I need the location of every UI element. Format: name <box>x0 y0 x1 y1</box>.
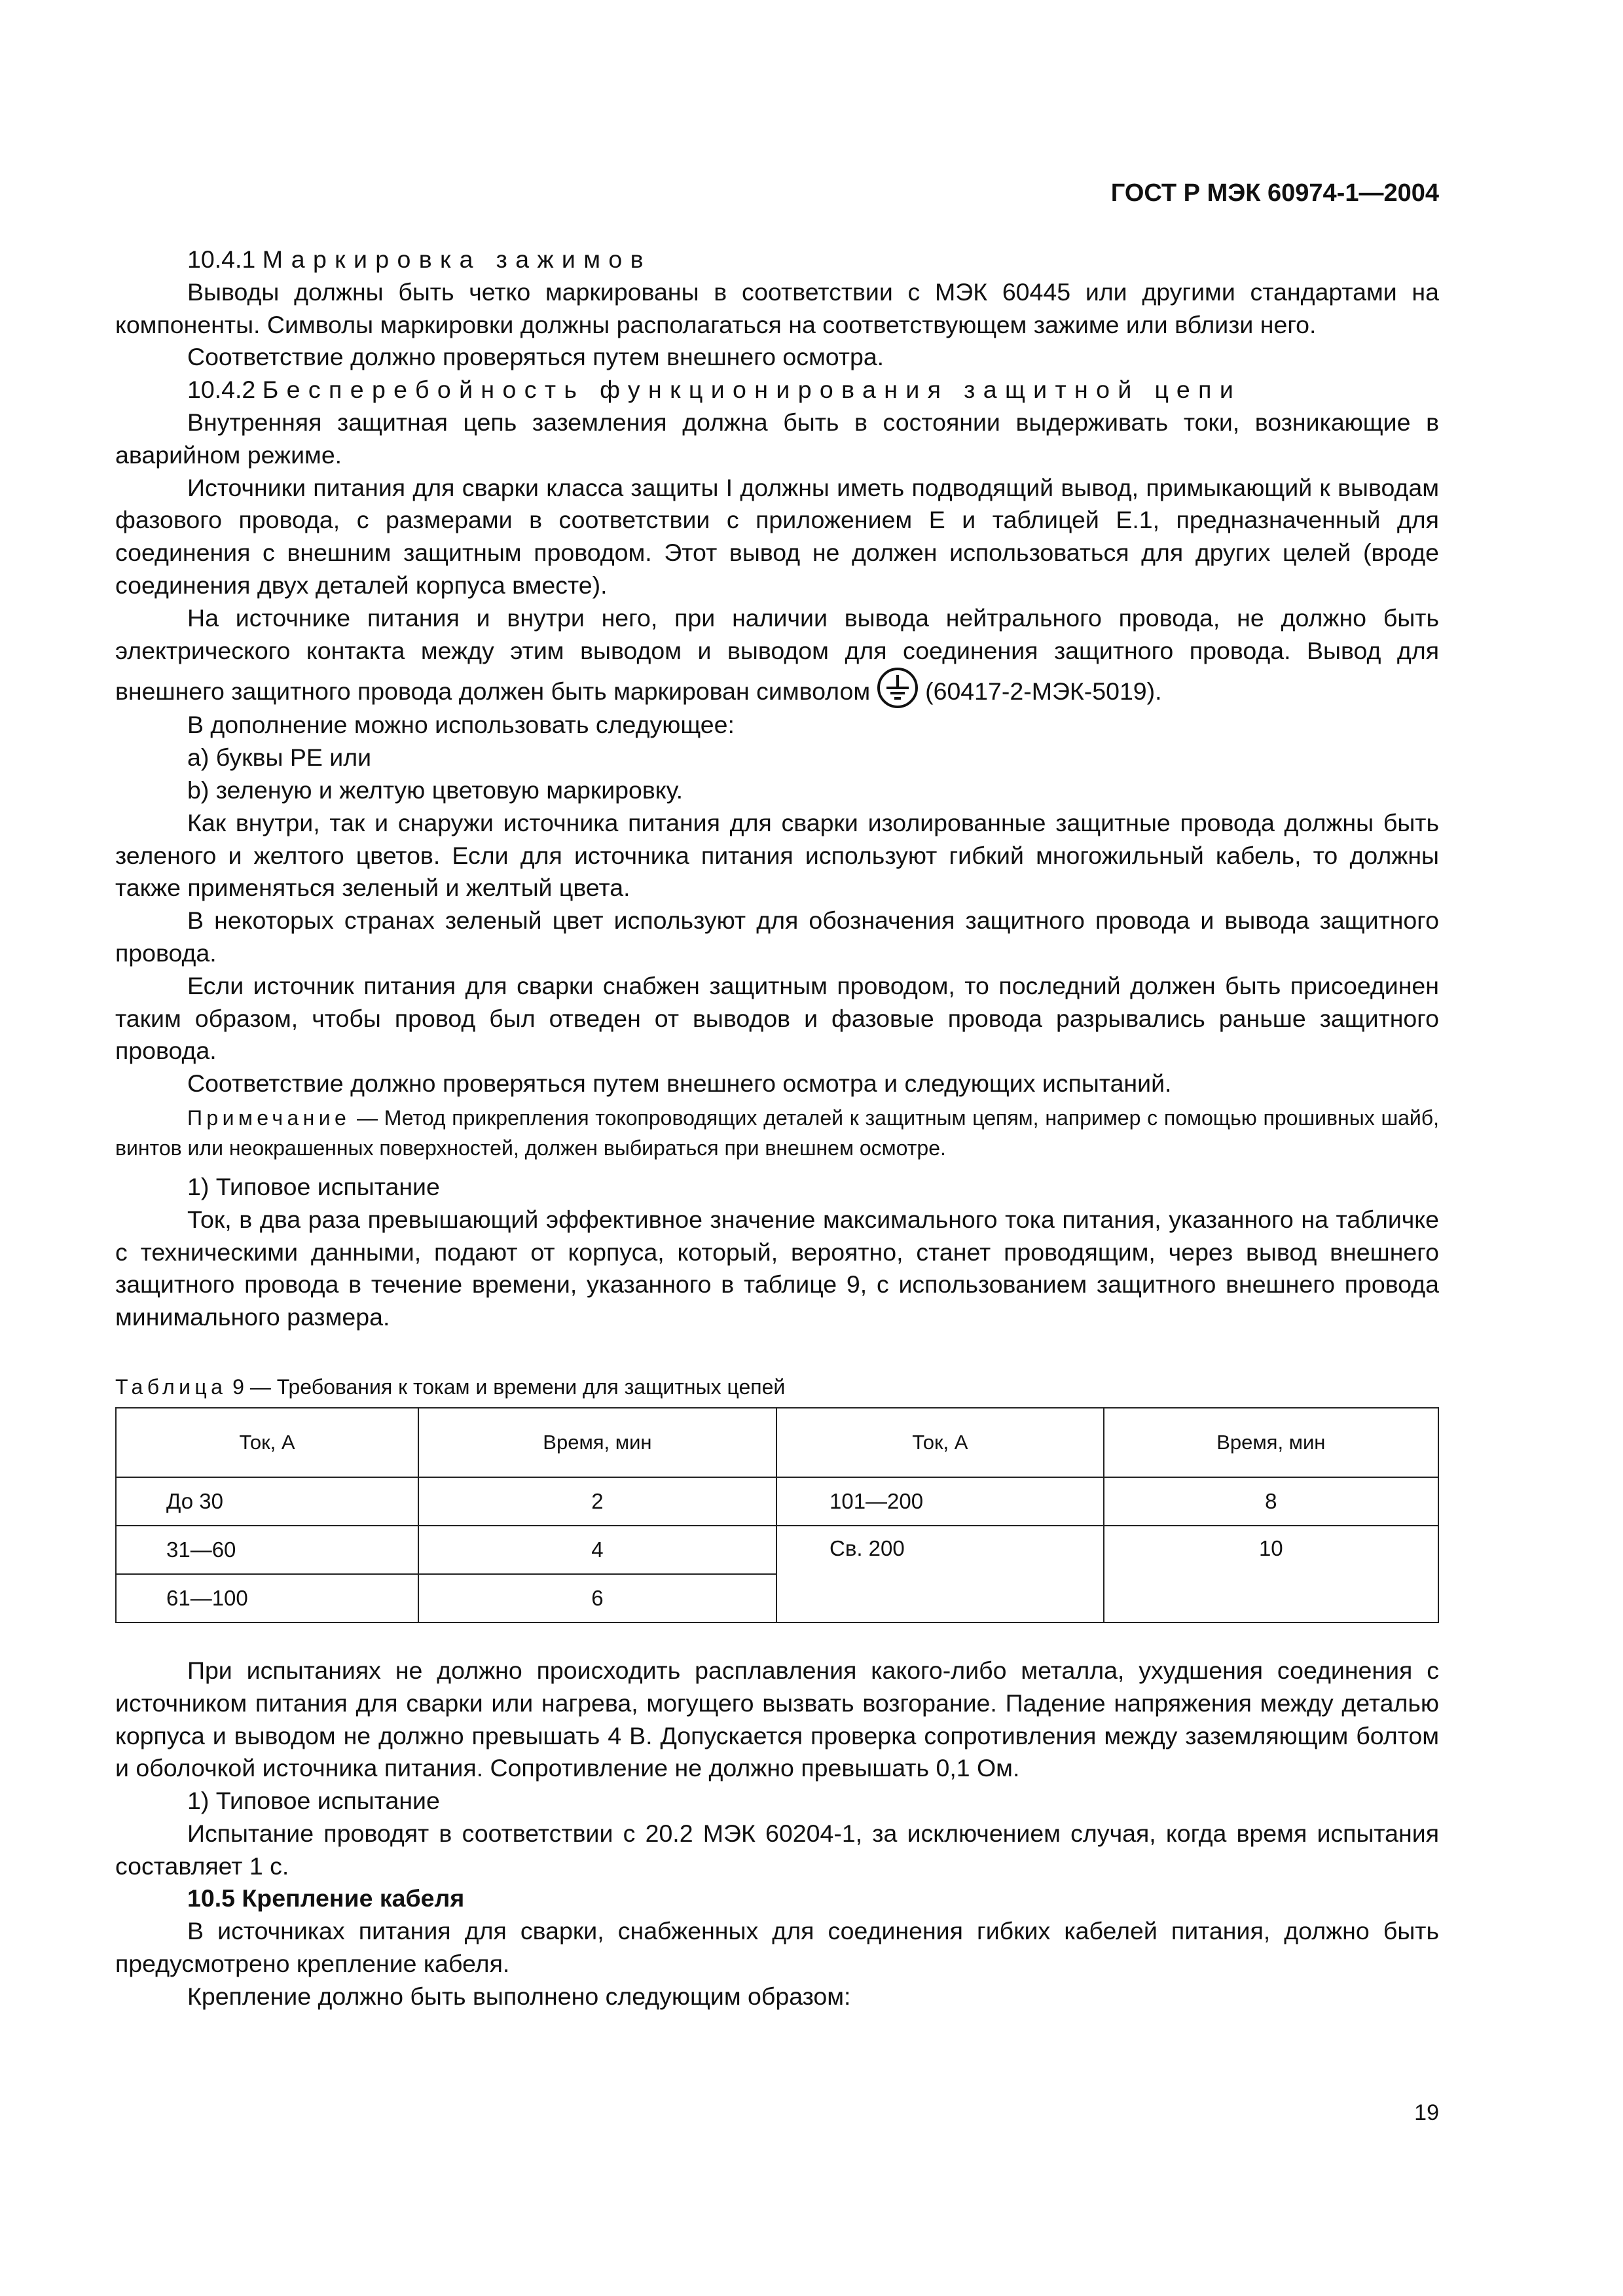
note-label: Примечание <box>187 1105 351 1130</box>
table-cell: 8 <box>1104 1477 1438 1526</box>
document-page <box>115 0 1439 2296</box>
table-header-row <box>116 1408 1438 1477</box>
table-cell: 101—200 <box>776 1477 1104 1526</box>
header-cell: Время, мин <box>1104 1408 1438 1477</box>
paragraph: Если источник питания для сварки снабжен защитным проводом, то последний должен быть присоединен таким образом, чтобы провод был отведен от выводов и фазовые провода разрывались раньше защитного провода. <box>115 971 1439 1065</box>
header-cell: Ток, А <box>116 1408 418 1477</box>
table-row <box>116 1477 1438 1526</box>
paragraph: Соответствие должно проверяться путем внешнего осмотра и следующих испытаний. <box>187 1069 1172 1098</box>
section-title: Маркировка зажимов <box>262 245 651 273</box>
table-cell: 61—100 <box>116 1574 418 1623</box>
section-10-5-heading: 10.5 Крепление кабеля <box>187 1884 465 1912</box>
table-cell: До 30 <box>116 1477 418 1526</box>
test-title: 1) Типовое испытание <box>187 1787 440 1815</box>
paragraph: В некоторых странах зеленый цвет используют для обозначения защитного провода и вывода защитного провода. <box>115 906 1439 967</box>
paragraph: Источники питания для сварки класса защиты I должны иметь подводящий вывод, примыкающий к выводам фазового провода, с размерами в соответствии с приложением Е и таблицей Е.1, предназначенный для соединения с внешним защитным проводом. Этот вывод не должен использоваться для других целей (вроде соединения двух деталей корпуса вместе). <box>115 473 1439 599</box>
paragraph: Испытание проводят в соответствии с 20.2 МЭК 60204-1, за исключением случая, когда время испытания составляет 1 с. <box>115 1819 1439 1880</box>
table-cell: Св. 200 <box>776 1526 1104 1623</box>
test-title: 1) Типовое испытание <box>187 1172 440 1200</box>
table-cell: 6 <box>418 1574 776 1623</box>
table-cell: 4 <box>418 1526 776 1574</box>
paragraph: В источниках питания для сварки, снабженных для соединения гибких кабелей питания, должно быть предусмотрено крепление кабеля. <box>115 1917 1439 1978</box>
table-row <box>116 1526 1438 1574</box>
document-id: ГОСТ Р МЭК 60974-1—2004 <box>1110 179 1439 207</box>
paragraph: В дополнение можно использовать следующее: <box>187 711 735 739</box>
table-9 <box>115 1407 1439 1623</box>
page-number: 19 <box>1414 2100 1439 2125</box>
header-cell: Время, мин <box>418 1408 776 1477</box>
document-body <box>115 243 1439 2013</box>
list-item: b) зеленую и желтую цветовую маркировку. <box>187 776 684 804</box>
section-title: Бесперебойность функционирования защитной цепи <box>262 376 1242 404</box>
table-cell: 31—60 <box>116 1526 418 1574</box>
paragraph: Как внутри, так и снаружи источника питания для сварки изолированные защитные провода должны быть зеленого и желтого цветов. Если для источника питания используют гибкий многожильный кабель, то должны также применяться зеленый и желтый цвета. <box>115 808 1439 902</box>
section-10-4-1-heading: 10.4.1 Маркировка зажимов <box>187 245 651 273</box>
paragraph: Ток, в два раза превышающий эффективное значение максимального тока питания, указанного на табличке с техническими данными, подают от корпуса, который, вероятно, станет проводящим, через вывод внешнего защитного провода в течение времени, указанного в таблице 9, с использованием защитного внешнего провода минимального размера. <box>115 1205 1439 1331</box>
protective-earth-icon <box>877 667 919 709</box>
section-10-4-2-heading: 10.4.2 Бесперебойность функционирования защитной цепи <box>187 376 1242 404</box>
paragraph-with-symbol: На источнике питания и внутри него, при наличии вывода нейтрального провода, не должно быть электрического контакта между этим выводом и выводом для соединения защитного провода. Вывод для внешнего защитного провода должен быть маркирован символом (60417-2-МЭК-5019). <box>115 602 1439 709</box>
paragraph: Внутренняя защитная цепь заземления должна быть в состоянии выдерживать токи, возникающие в аварийном режиме. <box>115 408 1439 469</box>
header-cell: Ток, А <box>776 1408 1104 1477</box>
paragraph: Соответствие должно проверяться путем внешнего осмотра. <box>187 343 884 371</box>
list-item: a) буквы PE или <box>187 744 372 772</box>
paragraph: Крепление должно быть выполнено следующим образом: <box>187 1982 851 2010</box>
table-caption: Таблица 9 — Требования к токам и времени для защитных цепей <box>115 1374 786 1399</box>
paragraph: Выводы должны быть четко маркированы в соответствии с МЭК 60445 или другими стандартами на компоненты. Символы маркировки должны располагаться на соответствующем зажиме или вблизи него. <box>115 278 1439 338</box>
note: Примечание — Метод прикрепления токопроводящих деталей к защитным цепям, например с помощью прошивных шайб, винтов или неокрашенных поверхностей, должен выбираться при внешнем осмотре. <box>115 1105 1439 1160</box>
table-cell: 2 <box>418 1477 776 1526</box>
table-cell: 10 <box>1104 1526 1438 1623</box>
paragraph: При испытаниях не должно происходить расплавления какого-либо металла, ухудшения соединения с источником питания для сварки или нагрева, могущего вызвать возгорание. Падение напряжения между деталью корпуса и выводом не должно превышать 4 В. Допускается проверка сопротивления между заземляющим болтом и оболочкой источника питания. Сопротивление не должно превышать 0,1 Ом. <box>115 1656 1439 1782</box>
